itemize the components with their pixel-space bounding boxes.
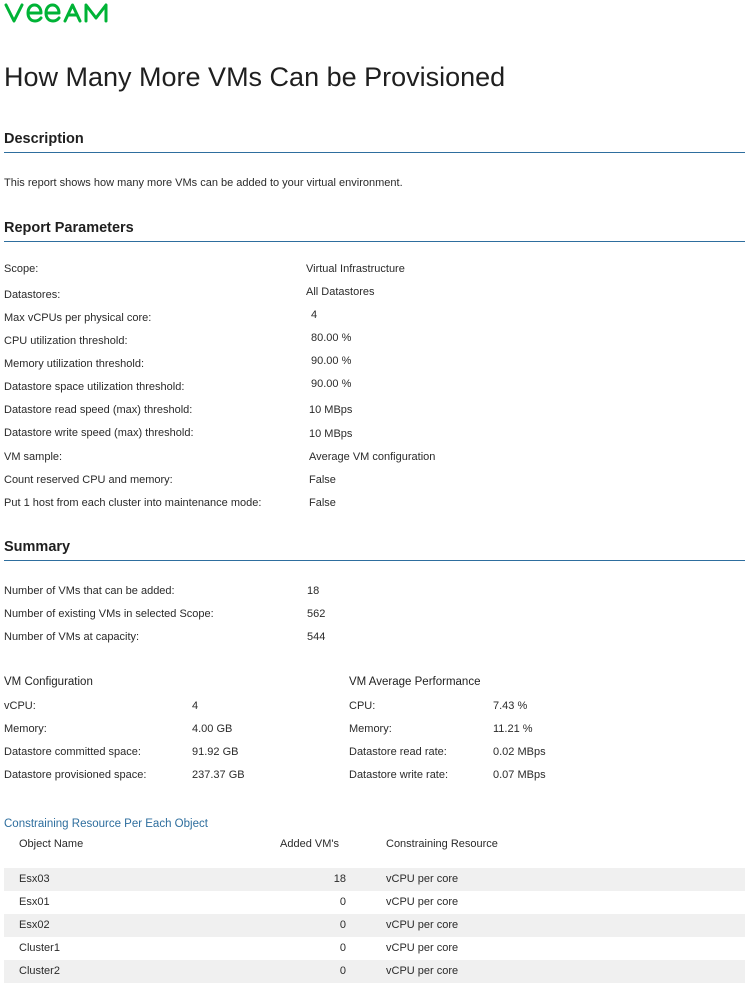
param-value: 90.00 % xyxy=(311,378,352,390)
vm-perf-value: 0.07 MBps xyxy=(493,769,546,781)
constraining-resource-cell: vCPU per core xyxy=(386,942,459,954)
summary-value: 562 xyxy=(307,608,326,620)
added-vms-cell: 0 xyxy=(339,942,346,954)
added-vms-cell: 0 xyxy=(339,965,346,977)
param-label: Datastore write speed (max) threshold: xyxy=(4,427,194,439)
constraining-resource-cell: vCPU per core xyxy=(386,919,459,931)
object-name-cell: Cluster2 xyxy=(19,965,60,977)
vm-config-label: Datastore committed space: xyxy=(4,746,141,758)
summary-value: 544 xyxy=(307,631,326,643)
vm-perf-value: 11.21 % xyxy=(493,723,533,735)
param-value: 10 MBps xyxy=(309,428,353,440)
vm-perf-label: Memory: xyxy=(349,723,392,735)
param-label: Max vCPUs per physical core: xyxy=(4,312,152,324)
param-label: Datastore read speed (max) threshold: xyxy=(4,404,193,416)
table-row xyxy=(4,891,745,914)
constraining-resource-cell: vCPU per core xyxy=(386,873,459,885)
param-value: 10 MBps xyxy=(309,404,353,416)
summary-label: Number of VMs that can be added: xyxy=(4,585,175,597)
added-vms-cell: 0 xyxy=(339,896,346,908)
param-value: Virtual Infrastructure xyxy=(306,263,405,275)
param-label: Memory utilization threshold: xyxy=(4,358,145,370)
table-row xyxy=(4,960,745,983)
vm-config-value: 237.37 GB xyxy=(192,769,245,781)
vm-perf-value: 7.43 % xyxy=(493,700,528,712)
summary-heading: Summary xyxy=(4,539,71,555)
param-label: Datastore space utilization threshold: xyxy=(4,381,185,393)
param-label: Scope: xyxy=(4,263,39,275)
object-name-cell: Esx02 xyxy=(19,919,50,931)
added-vms-cell: 18 xyxy=(333,873,346,885)
vm-configuration-heading: VM Configuration xyxy=(4,676,93,688)
param-label: Put 1 host from each cluster into maintenance mode: xyxy=(4,497,262,509)
vm-config-value: 4.00 GB xyxy=(192,723,233,735)
constraining-resource-heading: Constraining Resource Per Each Object xyxy=(4,818,208,830)
param-label: Count reserved CPU and memory: xyxy=(4,474,173,486)
constraining-resource-cell: vCPU per core xyxy=(386,896,459,908)
section-divider xyxy=(4,241,745,242)
description-heading: Description xyxy=(4,131,84,147)
summary-label: Number of existing VMs in selected Scope: xyxy=(4,608,214,620)
vm-config-label: Memory: xyxy=(4,723,47,735)
constraining-resource-cell: vCPU per core xyxy=(386,965,459,977)
section-divider xyxy=(4,560,745,561)
section-divider xyxy=(4,152,745,153)
column-header-object-name: Object Name xyxy=(19,838,84,850)
param-label: CPU utilization threshold: xyxy=(4,335,128,347)
param-value: False xyxy=(309,497,336,509)
param-value: 90.00 % xyxy=(311,355,352,367)
object-name-cell: Esx01 xyxy=(19,896,50,908)
object-name-cell: Cluster1 xyxy=(19,942,60,954)
vm-config-label: Datastore provisioned space: xyxy=(4,769,147,781)
summary-label: Number of VMs at capacity: xyxy=(4,631,140,643)
table-row xyxy=(4,868,745,891)
page-title: How Many More VMs Can be Provisioned xyxy=(4,62,506,92)
veeam-logo xyxy=(4,2,116,24)
vm-perf-label: Datastore read rate: xyxy=(349,746,447,758)
column-header-added-vms: Added VM's xyxy=(280,838,339,850)
vm-perf-label: CPU: xyxy=(349,700,376,712)
description-text: This report shows how many more VMs can be added to your virtual environment. xyxy=(4,177,403,189)
vm-average-performance-heading: VM Average Performance xyxy=(349,676,481,688)
param-label: Datastores: xyxy=(4,289,61,301)
vm-config-value: 4 xyxy=(192,700,199,712)
table-header-row xyxy=(4,833,745,856)
vm-perf-value: 0.02 MBps xyxy=(493,746,546,758)
param-label: VM sample: xyxy=(4,451,63,463)
table-row xyxy=(4,914,745,937)
vm-perf-label: Datastore write rate: xyxy=(349,769,449,781)
table-row xyxy=(4,937,745,960)
summary-value: 18 xyxy=(307,585,320,597)
vm-config-label: vCPU: xyxy=(4,700,36,712)
param-value: All Datastores xyxy=(306,286,375,298)
report-parameters-heading: Report Parameters xyxy=(4,220,134,236)
vm-config-value: 91.92 GB xyxy=(192,746,239,758)
param-value: False xyxy=(309,474,336,486)
added-vms-cell: 0 xyxy=(339,919,346,931)
column-header-constraining-resource: Constraining Resource xyxy=(386,838,498,850)
param-value: 80.00 % xyxy=(311,332,352,344)
param-value: 4 xyxy=(311,309,318,321)
object-name-cell: Esx03 xyxy=(19,873,50,885)
param-value: Average VM configuration xyxy=(309,451,436,463)
